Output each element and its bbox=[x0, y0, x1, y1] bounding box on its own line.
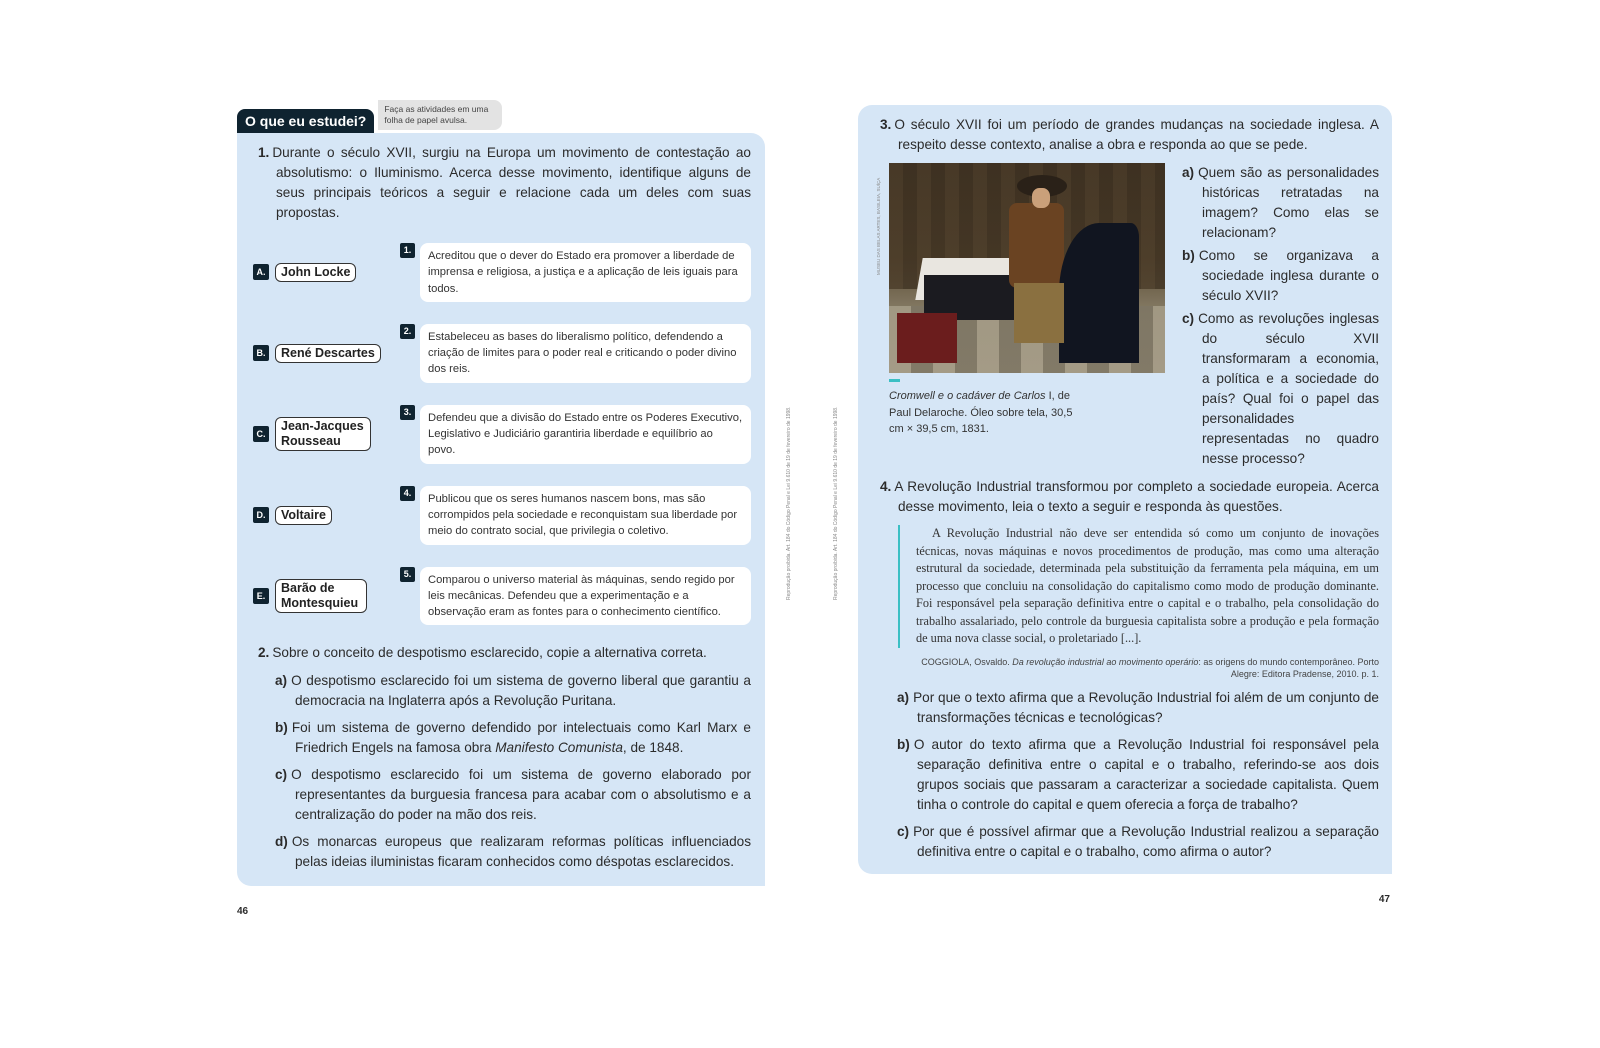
thinker-letter: C. bbox=[253, 426, 269, 442]
thinker-letter: D. bbox=[253, 507, 269, 523]
option-text: Quem são as personalidades históricas retratadas na imagem? Como elas se relacionam? bbox=[1198, 165, 1379, 240]
option-text: O despotismo esclarecido foi um sistema de governo liberal que garantiu a democracia na Inglaterra após a Revolução Puritana. bbox=[291, 673, 751, 709]
caption-title: Cromwell e o cadáver de Carlos bbox=[889, 390, 1046, 402]
activity-note: Faça as atividades em uma folha de papel avulsa. bbox=[378, 100, 502, 130]
option-label: c) bbox=[897, 823, 910, 839]
legal-notice: Reprodução proibida. Art. 184 do Código Penal e Lei 9.610 de 19 de fevereiro de 1998. bbox=[833, 406, 839, 600]
question-number: 1. bbox=[258, 145, 270, 160]
option-label: d) bbox=[275, 834, 288, 850]
match-row bbox=[253, 324, 751, 383]
legal-notice: Reprodução proibida. Art. 184 do Código Penal e Lei 9.610 de 19 de fevereiro de 1998. bbox=[786, 406, 792, 600]
question-2 bbox=[258, 643, 751, 663]
proposal-number: 3. bbox=[400, 405, 415, 420]
question-4-options bbox=[880, 688, 1379, 862]
option-label: a) bbox=[275, 673, 288, 689]
quote-text: A Revolução Industrial não deve ser entendida só como um conjunto de inovações técnicas, novas máquinas e novos procedimentos de produção, mas como uma alteração estrutural da sociedade, determinada pela substituição da ferramenta pela máquina, em um processo que concluiu na consolidação do capitalismo como modo de produção dominante. Foi responsável pela separação definitiva entre o capital e o trabalho, pela consolidação do trabalho assalariado, pelo controle da burguesia capitalista sobre a produção e pela formação de uma nova classe social, o proletariado [...]. bbox=[916, 526, 1379, 645]
proposal-box: Acreditou que o dever do Estado era promover a liberdade de imprensa e religiosa, a justiça e a aplicação de leis iguais para todos. bbox=[420, 243, 751, 302]
quote-block bbox=[898, 525, 1379, 648]
option-label: b) bbox=[897, 736, 910, 752]
option-label: b) bbox=[1182, 248, 1195, 263]
option-b bbox=[897, 735, 1379, 815]
match-row bbox=[253, 405, 751, 464]
image-credit: MUSEU DAS BELAS ARTES, BASILEIA, SUÍÇA bbox=[876, 177, 881, 275]
option-text: Foi um sistema de governo defendido por intelectuais como Karl Marx e Friedrich Engels na famosa obra bbox=[291, 720, 751, 756]
section-title: O que eu estudei? bbox=[237, 109, 374, 133]
image-column bbox=[876, 163, 1165, 469]
option-a bbox=[275, 671, 751, 711]
option-label: c) bbox=[275, 767, 288, 783]
right-page-panel bbox=[858, 105, 1392, 874]
image-caption bbox=[889, 388, 1089, 438]
question-3-options bbox=[1182, 163, 1379, 469]
option-text: Por que é possível afirmar que a Revolução Industrial realizou a separação definitiva entre o capital e o trabalho, como afirma o autor? bbox=[913, 823, 1379, 859]
question-4 bbox=[880, 477, 1379, 517]
match-row bbox=[253, 243, 751, 302]
question-number: 2. bbox=[258, 645, 270, 661]
thinker-letter: E. bbox=[253, 588, 269, 604]
option-b bbox=[275, 718, 751, 758]
option-a bbox=[1182, 163, 1379, 243]
page-number: 46 bbox=[237, 906, 249, 918]
option-b bbox=[1182, 246, 1379, 306]
thinker-letter: A. bbox=[253, 264, 269, 280]
proposal-box: Comparou o universo material às máquinas, sendo regido por leis mecânicas. Defendeu que a experimentação e a observação eram as fontes para o conhecimento científico. bbox=[420, 567, 751, 626]
caption-text: I, de Paul Delaroche. Óleo sobre tela, 30,5 cm × 39,5 cm, 1831. bbox=[889, 390, 1073, 435]
proposal-box: Estabeleceu as bases do liberalismo político, defendendo a criação de limites para o poder real e criticando o poder divino dos reis. bbox=[420, 324, 751, 383]
thinker-name: Jean-Jacques Rousseau bbox=[275, 417, 371, 451]
option-label: b) bbox=[275, 720, 288, 736]
option-text: Os monarcas europeus que realizaram reformas políticas influenciados pelas ideias iluministas ficaram conhecidos como déspotas esclarecidos. bbox=[291, 834, 751, 870]
proposal-number: 4. bbox=[400, 486, 415, 501]
matching-exercise bbox=[253, 243, 751, 625]
right-page bbox=[858, 105, 1392, 905]
option-text: Como as revoluções inglesas do século XVII transformaram a economia, a política e a sociedade do país? Qual foi o papel das personalidades representadas no quadro nesse processo? bbox=[1198, 311, 1379, 466]
question-1 bbox=[258, 143, 751, 223]
section-header bbox=[237, 100, 765, 133]
option-text: O autor do texto afirma que a Revolução Industrial foi responsável pela separação definitiva entre o capital e o trabalho, referindo-se aos dois grupos sociais que passaram a caracterizar a sociedade capitalista. Quem tinha o controle do capital e quem oferecia a força de trabalho? bbox=[913, 736, 1379, 812]
question-2-options bbox=[258, 671, 751, 872]
option-text: , de 1848. bbox=[622, 740, 684, 756]
option-label: a) bbox=[1182, 165, 1195, 180]
option-text: Por que o texto afirma que a Revolução Industrial foi além de um conjunto de transformações técnicas e tecnológicas? bbox=[913, 689, 1379, 725]
left-page bbox=[237, 100, 765, 917]
ref-title: Da revolução industrial ao movimento operário bbox=[1012, 656, 1199, 667]
ref-rest: : as origens do mundo contemporâneo. Porto Alegre: Editora Pradense, 2010. p. 1. bbox=[1198, 656, 1379, 679]
caption-marker bbox=[889, 379, 900, 382]
question-number: 3. bbox=[880, 117, 892, 132]
question-text: Durante o século XVII, surgiu na Europa um movimento de contestação ao absolutismo: o Iluminismo. Acerca desse movimento, identifique alguns de seus principais teóricos a seguir e relacione cada um deles com suas propostas. bbox=[272, 145, 751, 220]
option-a bbox=[897, 688, 1379, 728]
match-row bbox=[253, 486, 751, 545]
thinker-name: Voltaire bbox=[275, 506, 332, 525]
thinker-letter: B. bbox=[253, 345, 269, 361]
question-number: 4. bbox=[880, 479, 892, 494]
ref-author: COGGIOLA, Osvaldo. bbox=[921, 656, 1013, 667]
book-title: Manifesto Comunista bbox=[495, 740, 623, 756]
question-3-content bbox=[876, 163, 1379, 469]
option-c bbox=[275, 765, 751, 825]
question-3 bbox=[880, 115, 1379, 155]
proposal-box: Publicou que os seres humanos nascem bons, mas são corrompidos pela sociedade e reconquistam sua liberdade por meio do contrato social, que privilegia o coletivo. bbox=[420, 486, 751, 545]
option-d bbox=[275, 832, 751, 872]
proposal-box: Defendeu que a divisão do Estado entre os Poderes Executivo, Legislativo e Judiciário garantiria liberdade e equilíbrio ao povo. bbox=[420, 405, 751, 464]
left-page-panel bbox=[237, 133, 765, 886]
page-number: 47 bbox=[1378, 893, 1390, 905]
option-c bbox=[1182, 309, 1379, 469]
quote-reference bbox=[898, 656, 1379, 680]
option-label: a) bbox=[897, 689, 910, 705]
thinker-name: John Locke bbox=[275, 263, 356, 282]
thinker-name: Barão de Montesquieu bbox=[275, 579, 367, 613]
question-text: O século XVII foi um período de grandes mudanças na sociedade inglesa. A respeito desse contexto, analise a obra e responda ao que se pede. bbox=[894, 117, 1379, 152]
option-label: c) bbox=[1182, 311, 1195, 326]
painting-cromwell bbox=[889, 163, 1165, 373]
proposal-number: 5. bbox=[400, 567, 415, 582]
option-c bbox=[897, 822, 1379, 862]
option-text: Como se organizava a sociedade inglesa durante o século XVII? bbox=[1198, 248, 1379, 303]
question-text: Sobre o conceito de despotismo esclarecido, copie a alternativa correta. bbox=[272, 645, 707, 661]
match-row bbox=[253, 567, 751, 626]
proposal-number: 1. bbox=[400, 243, 415, 258]
proposal-number: 2. bbox=[400, 324, 415, 339]
question-text: A Revolução Industrial transformou por completo a sociedade europeia. Acerca desse movimento, leia o texto a seguir e responda às questões. bbox=[894, 479, 1379, 514]
thinker-name: René Descartes bbox=[275, 344, 381, 363]
option-text: O despotismo esclarecido foi um sistema de governo elaborado por representantes da burguesia francesa para acabar com o absolutismo e a centralização do poder na mão dos reis. bbox=[291, 767, 751, 823]
